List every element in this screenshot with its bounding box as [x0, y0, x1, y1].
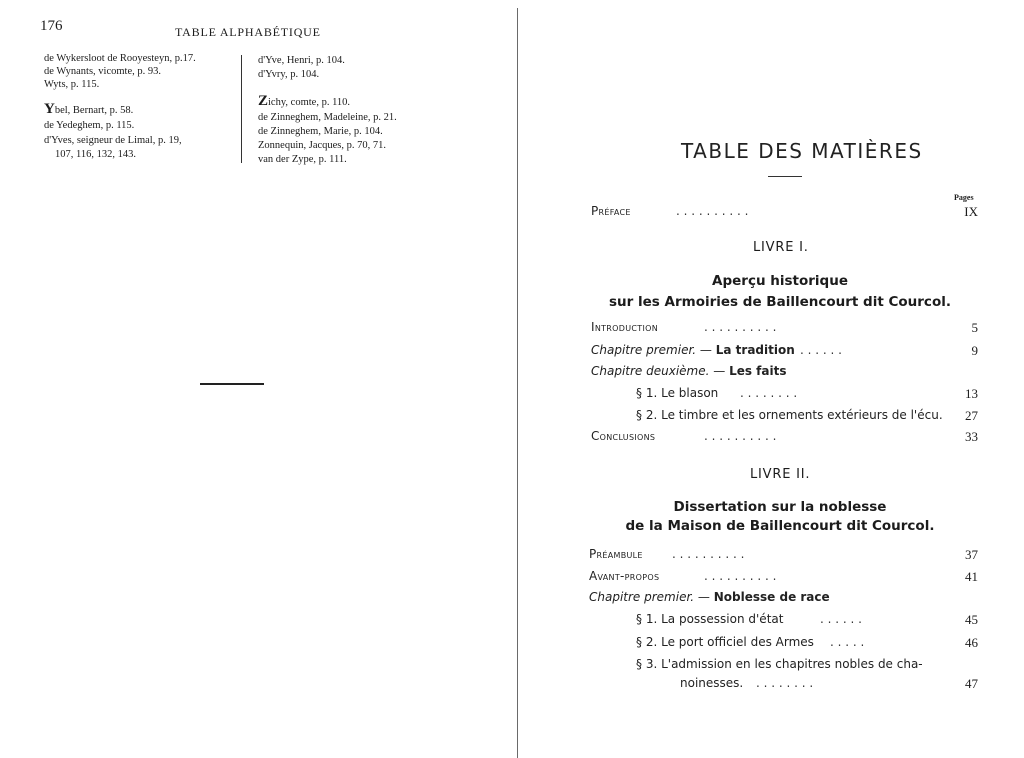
toc-entry-label: Introduction: [591, 320, 658, 334]
index-entry: de Wykersloot de Rooyesteyn, p.17.: [44, 53, 196, 64]
column-divider: [241, 55, 242, 163]
drop-letter: Y: [44, 101, 55, 117]
index-entry: de Yedeghem, p. 115.: [44, 120, 135, 131]
toc-page-number: 47: [965, 676, 978, 691]
end-rule: [200, 383, 264, 385]
toc-page-number: 5: [971, 320, 978, 335]
leader-dots: . . . . . . . . . .: [672, 547, 745, 561]
toc-page-number: 41: [965, 569, 978, 584]
toc-entry-label: § 1. La possession d'état: [636, 612, 784, 626]
toc-entry-label: Préambule: [589, 547, 643, 561]
leader-dots: . . . . . .: [800, 343, 842, 357]
livre-label: LIVRE I.: [753, 240, 809, 255]
toc-page-number: 37: [965, 547, 978, 562]
drop-letter: Z: [258, 93, 269, 109]
index-entry: de Zinneghem, Marie, p. 104.: [258, 126, 383, 137]
index-entry: [258, 95, 350, 109]
toc-entry-label: Chapitre premier. — Noblesse de race: [589, 590, 830, 604]
index-entry: [44, 103, 133, 117]
toc-entry-label: § 2. Le port officiel des Armes: [636, 635, 814, 649]
index-entry: d'Yve, Henri, p. 104.: [258, 55, 345, 66]
running-head: TABLE ALPHABÉTIQUE: [175, 25, 321, 39]
toc-page-number: 46: [965, 635, 978, 650]
index-entry: Zonnequin, Jacques, p. 70, 71.: [258, 140, 387, 151]
toc-page-number: 33: [965, 429, 978, 444]
section-heading: Aperçu historique: [712, 273, 848, 289]
toc-page-number: 27: [965, 408, 978, 423]
leader-dots: . . . . .: [830, 635, 865, 649]
index-entry: d'Yvry, p. 104.: [258, 69, 320, 80]
index-entry: van der Zype, p. 111.: [258, 154, 347, 165]
index-entry-text: ichy, comte, p. 110.: [268, 97, 351, 108]
title-rule: [768, 176, 802, 177]
index-entry-continued: 107, 116, 132, 143.: [55, 149, 136, 160]
toc-entry-label: § 2. Le timbre et les ornements extérieurs de l'écu.: [636, 408, 943, 422]
toc-page-number: 9: [971, 343, 978, 358]
toc-entry-label: § 3. L'admission en les chapitres nobles de cha-: [636, 657, 923, 671]
toc-page-number: 13: [965, 386, 978, 401]
leader-dots: . . . . . . . .: [756, 676, 814, 690]
toc-page-number: 45: [965, 612, 978, 627]
toc-entry-label: Avant-propos: [589, 569, 660, 583]
index-entry: d'Yves, seigneur de Limal, p. 19,: [44, 135, 182, 146]
toc-title: TABLE DES MATIÈRES: [681, 139, 923, 163]
toc-entry-label: Préface: [591, 204, 631, 218]
index-entry: Wyts, p. 115.: [44, 79, 100, 90]
section-heading: Dissertation sur la noblesse: [673, 499, 887, 515]
livre-label: LIVRE II.: [750, 467, 811, 482]
page-gutter: [517, 8, 518, 758]
leader-dots: . . . . . . . . . .: [676, 204, 749, 218]
pages-label: Pages: [954, 193, 974, 202]
leader-dots: . . . . . . . . . .: [704, 429, 777, 443]
toc-entry-label: Conclusions: [591, 429, 656, 443]
index-entry-text: bel, Bernart, p. 58.: [54, 105, 134, 116]
section-heading: sur les Armoiries de Baillencourt dit Courcol.: [609, 294, 951, 310]
leader-dots: . . . . . . . .: [740, 386, 798, 400]
toc-page-number: IX: [964, 204, 978, 219]
page-number: 176: [40, 18, 63, 34]
toc-entry-label: § 1. Le blason: [636, 386, 719, 400]
leader-dots: . . . . . . . . . .: [704, 569, 777, 583]
toc-entry-label-continued: noinesses.: [680, 676, 744, 690]
section-heading: de la Maison de Baillencourt dit Courcol.: [625, 518, 935, 534]
leader-dots: . . . . . . . . . .: [704, 320, 777, 334]
toc-entry-label: Chapitre premier. — La tradition: [591, 343, 795, 357]
toc-entry-label: Chapitre deuxième. — Les faits: [591, 364, 787, 378]
leader-dots: . . . . . .: [820, 612, 862, 626]
index-entry: de Zinneghem, Madeleine, p. 21.: [258, 112, 397, 123]
index-entry: de Wynants, vicomte, p. 93.: [44, 66, 161, 77]
